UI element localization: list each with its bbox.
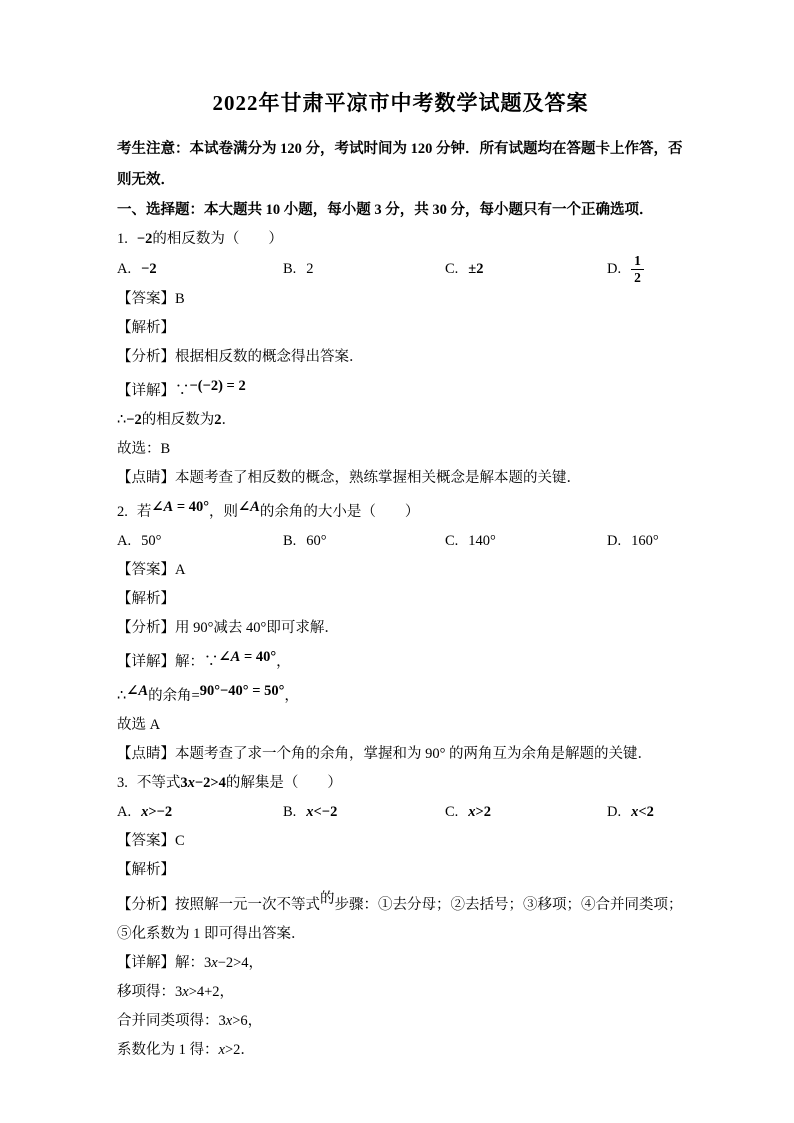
analysis-label: 【解析】 [117, 862, 175, 879]
q1-stem [117, 225, 684, 254]
q2-stem-text: 的余角的大小是（ ） [259, 504, 420, 521]
q1-number: 1. [117, 231, 128, 247]
q3-d1-var: x [211, 955, 218, 972]
q1-guxuan-line: 故选：B [117, 441, 171, 458]
q3-option-d-value [631, 804, 654, 820]
q2-option-a [117, 527, 283, 556]
q3-option-c-rest: >2 [475, 804, 492, 821]
q2-option-d [607, 527, 684, 556]
q2-option-c-value: 140° [468, 533, 496, 550]
xiangjie-label: 【详解】 [117, 955, 175, 972]
q3-detail-line-1 [117, 949, 684, 978]
q3-analysis-label-line [117, 856, 684, 885]
jie-prefix: 解： [175, 654, 204, 671]
analysis-label: 【解析】 [117, 591, 175, 608]
q3-d1-pre: 解： [175, 955, 204, 972]
q3-d4-math [219, 1042, 241, 1058]
q3-d2-pre: 移项得： [117, 984, 175, 1001]
because-symbol: ∵ [175, 383, 190, 400]
q1-conclusion-period: ． [221, 412, 236, 429]
fenxi-label: 【分析】 [117, 349, 175, 366]
q3-d2-var: x [182, 984, 189, 1001]
q1-option-d-fraction [631, 254, 644, 285]
q2-stem-math2-var: A [250, 499, 260, 516]
q2-option-b-label: B. [283, 533, 297, 550]
q2-option-a-label: A. [117, 533, 132, 550]
q3-d2-end: ， [219, 984, 235, 1001]
q3-detail-line-4 [117, 1036, 684, 1065]
q3-option-a-var: x [141, 804, 149, 821]
angle-icon: ∠ [238, 499, 251, 516]
q2-xiangjie-math-rest: = 40° [240, 649, 277, 666]
q2-conclusion-text: 的余角= [148, 688, 200, 705]
q3-d4-end: ． [240, 1042, 255, 1059]
q2-stem-mid: ，则 [209, 504, 239, 521]
q3-detail-line-3 [117, 1007, 684, 1036]
q3-option-d-label: D. [607, 804, 622, 821]
q2-option-b [283, 527, 445, 556]
q1-conclusion-line [117, 406, 684, 435]
q2-conclusion-math: 90°−40° = 50° [199, 683, 285, 700]
q3-stem-math-n1: 3 [180, 775, 188, 792]
q3-number: 3. [117, 775, 128, 792]
q1-dianjing-line [117, 464, 684, 493]
q1-answer-line [117, 285, 684, 314]
q3-stem-math-n2: −2>4 [194, 775, 226, 792]
q2-guxuan-line: 故选 A [117, 717, 161, 734]
because-symbol: ∵ [204, 654, 219, 671]
q1-answer-value: B [175, 291, 185, 308]
q3-stem-text: 的解集是（ ） [225, 775, 342, 792]
q1-dianjing-text: 本题考查了相反数的概念，熟练掌握相关概念是解本题的关键． [175, 470, 581, 487]
q1-options [117, 254, 684, 285]
q2-option-b-value: 60° [306, 533, 327, 550]
q3-d4-var: x [218, 1042, 225, 1059]
q3-stem-math-var: x [187, 775, 195, 792]
q3-fenxi-part3: ⑤化系数为 1 即可得出答案． [117, 926, 306, 943]
q3-d1-n1: 3 [204, 955, 212, 972]
q3-detail-line-2 [117, 978, 684, 1007]
q2-stem-math1 [151, 499, 209, 515]
q3-answer-line [117, 827, 684, 856]
q1-xiangjie-line [117, 372, 684, 406]
q3-options [117, 798, 684, 827]
q2-option-d-value: 160° [631, 533, 659, 550]
q3-d1-n2: −2>4 [217, 955, 249, 972]
q3-d3-n2: >6 [232, 1013, 248, 1030]
notice-line-1: 考生注意：本试卷满分为 120 分，考试时间为 120 分钟．所有试题均在答题卡上作答，否 [117, 141, 683, 157]
q2-stem-math2 [238, 499, 260, 515]
notice-paragraph [117, 134, 684, 196]
q2-option-c [445, 527, 607, 556]
q2-number: 2. [117, 504, 128, 521]
q2-options [117, 527, 684, 556]
q3-fenxi-part1: 按照解一元一次不等式 [175, 897, 320, 914]
q2-analysis-label-line [117, 585, 684, 614]
q2-answer-value: A [175, 562, 186, 579]
q2-conclusion-line [117, 677, 684, 711]
fenxi-label: 【分析】 [117, 897, 175, 914]
q3-option-d-var: x [631, 804, 639, 821]
q3-fenxi-line [117, 885, 684, 949]
q1-option-a-value: −2 [141, 261, 157, 278]
q2-dianjing-text: 本题考查了求一个角的余角，掌握和为 90° 的两角互为余角是解题的关键． [175, 746, 653, 763]
q1-fenxi-text: 根据相反数的概念得出答案． [175, 349, 364, 366]
q1-stem-math: −2 [136, 231, 153, 247]
q3-option-a [117, 798, 283, 827]
q1-option-d-label: D. [607, 261, 622, 277]
q3-fenxi-raised-char: 的 [320, 891, 335, 908]
q1-xiangjie-math: −(−2) = 2 [189, 378, 246, 395]
answer-label: 【答案】 [117, 291, 175, 308]
q3-d4-pre: 系数化为 1 得： [117, 1042, 219, 1059]
q3-d1-math [204, 955, 249, 971]
q2-option-d-label: D. [607, 533, 622, 550]
analysis-label: 【解析】 [117, 320, 175, 337]
q2-conclusion-comma: ， [284, 688, 299, 705]
q3-option-c-value [468, 804, 491, 820]
q2-xiangjie-line [117, 643, 684, 677]
q1-analysis-label-line [117, 314, 684, 343]
q1-option-b [283, 255, 445, 284]
q3-option-a-rest: >−2 [148, 804, 173, 821]
therefore-symbol: ∴ [117, 688, 127, 705]
q2-stem-pre: 若 [136, 504, 152, 521]
q2-xiangjie-math-var: A [230, 649, 241, 666]
q1-option-c-value: ±2 [468, 261, 484, 278]
q1-conclusion-text: 的相反数为 [141, 412, 215, 429]
q3-option-c-label: C. [445, 804, 459, 821]
q3-stem [117, 769, 684, 798]
q1-option-b-value: 2 [306, 261, 314, 278]
q3-d2-math [175, 984, 220, 1000]
q2-dianjing-line [117, 740, 684, 769]
q1-conclusion-math2: 2 [214, 412, 222, 429]
q1-stem-text: 的相反数为（ ） [152, 231, 283, 247]
q1-option-d [607, 254, 684, 285]
q2-xiangjie-math [219, 649, 277, 665]
q2-conclusion-angle [126, 683, 148, 699]
q3-option-c-var: x [468, 804, 476, 821]
q3-d2-n1: 3 [175, 984, 183, 1001]
q2-xiangjie-comma: ， [276, 654, 291, 671]
angle-icon: ∠ [218, 649, 231, 666]
xiangjie-label: 【详解】 [117, 383, 175, 400]
q3-option-a-value [141, 804, 172, 820]
q3-fenxi-part2: 步骤：①去分母；②去括号；③移项；④合并同类项； [334, 897, 683, 914]
dianjing-label: 【点睛】 [117, 470, 175, 487]
q1-option-b-label: B. [283, 261, 297, 278]
q3-option-b [283, 798, 445, 827]
q2-fenxi-text: 用 90°减去 40°即可求解． [175, 620, 339, 637]
q3-option-b-rest: <−2 [313, 804, 338, 821]
q3-d1-end: ， [248, 955, 264, 972]
q3-stem-pre: 不等式 [136, 775, 181, 792]
q1-option-c-label: C. [445, 261, 459, 278]
q3-option-b-var: x [306, 804, 314, 821]
fraction-denominator: 2 [634, 270, 641, 286]
q1-conclusion-math1: −2 [126, 412, 142, 429]
q2-option-c-label: C. [445, 533, 459, 550]
q3-option-b-label: B. [283, 804, 297, 821]
q3-d3-n1: 3 [218, 1013, 226, 1030]
q3-option-d-rest: <2 [638, 804, 654, 821]
q2-stem [117, 493, 684, 527]
q3-stem-math [180, 775, 226, 791]
q1-option-c [445, 255, 607, 284]
q1-option-a [117, 255, 283, 284]
q3-answer-value: C [175, 833, 185, 850]
q1-option-a-label: A. [117, 261, 132, 278]
q3-option-d [607, 798, 684, 827]
q2-stem-math1-var: A [163, 499, 174, 516]
q3-d3-end: ， [247, 1013, 263, 1030]
dianjing-label: 【点睛】 [117, 746, 175, 763]
q3-option-c [445, 798, 607, 827]
q2-answer-line [117, 556, 684, 585]
q2-option-a-value: 50° [141, 533, 162, 550]
q3-d2-n2: >4+2 [188, 984, 220, 1001]
q3-d3-pre: 合并同类项得： [117, 1013, 219, 1030]
q3-d3-var: x [225, 1013, 233, 1030]
answer-label: 【答案】 [117, 562, 175, 579]
angle-icon: ∠ [151, 499, 164, 516]
fenxi-label: 【分析】 [117, 620, 175, 637]
q1-fenxi-line [117, 343, 684, 372]
section-header: 一、选择题：本大题共 10 小题，每小题 3 分，共 30 分，每小题只有一个正确选项． [117, 202, 654, 218]
q3-option-b-value [306, 804, 337, 820]
q3-d3-math [219, 1013, 248, 1029]
angle-icon: ∠ [126, 683, 139, 700]
q2-stem-math1-rest: = 40° [173, 499, 210, 516]
document-title: 2022年甘肃平凉市中考数学试题及答案 [212, 91, 589, 115]
q3-d4-n2: >2 [224, 1042, 241, 1059]
answer-label: 【答案】 [117, 833, 175, 850]
q2-fenxi-line [117, 614, 684, 643]
q2-conclusion-var: A [138, 683, 149, 700]
therefore-symbol: ∴ [117, 412, 127, 429]
q3-option-a-label: A. [117, 804, 132, 821]
fraction-numerator: 1 [631, 254, 644, 270]
xiangjie-label: 【详解】 [117, 654, 175, 671]
notice-line-2: 则无效． [117, 172, 175, 188]
